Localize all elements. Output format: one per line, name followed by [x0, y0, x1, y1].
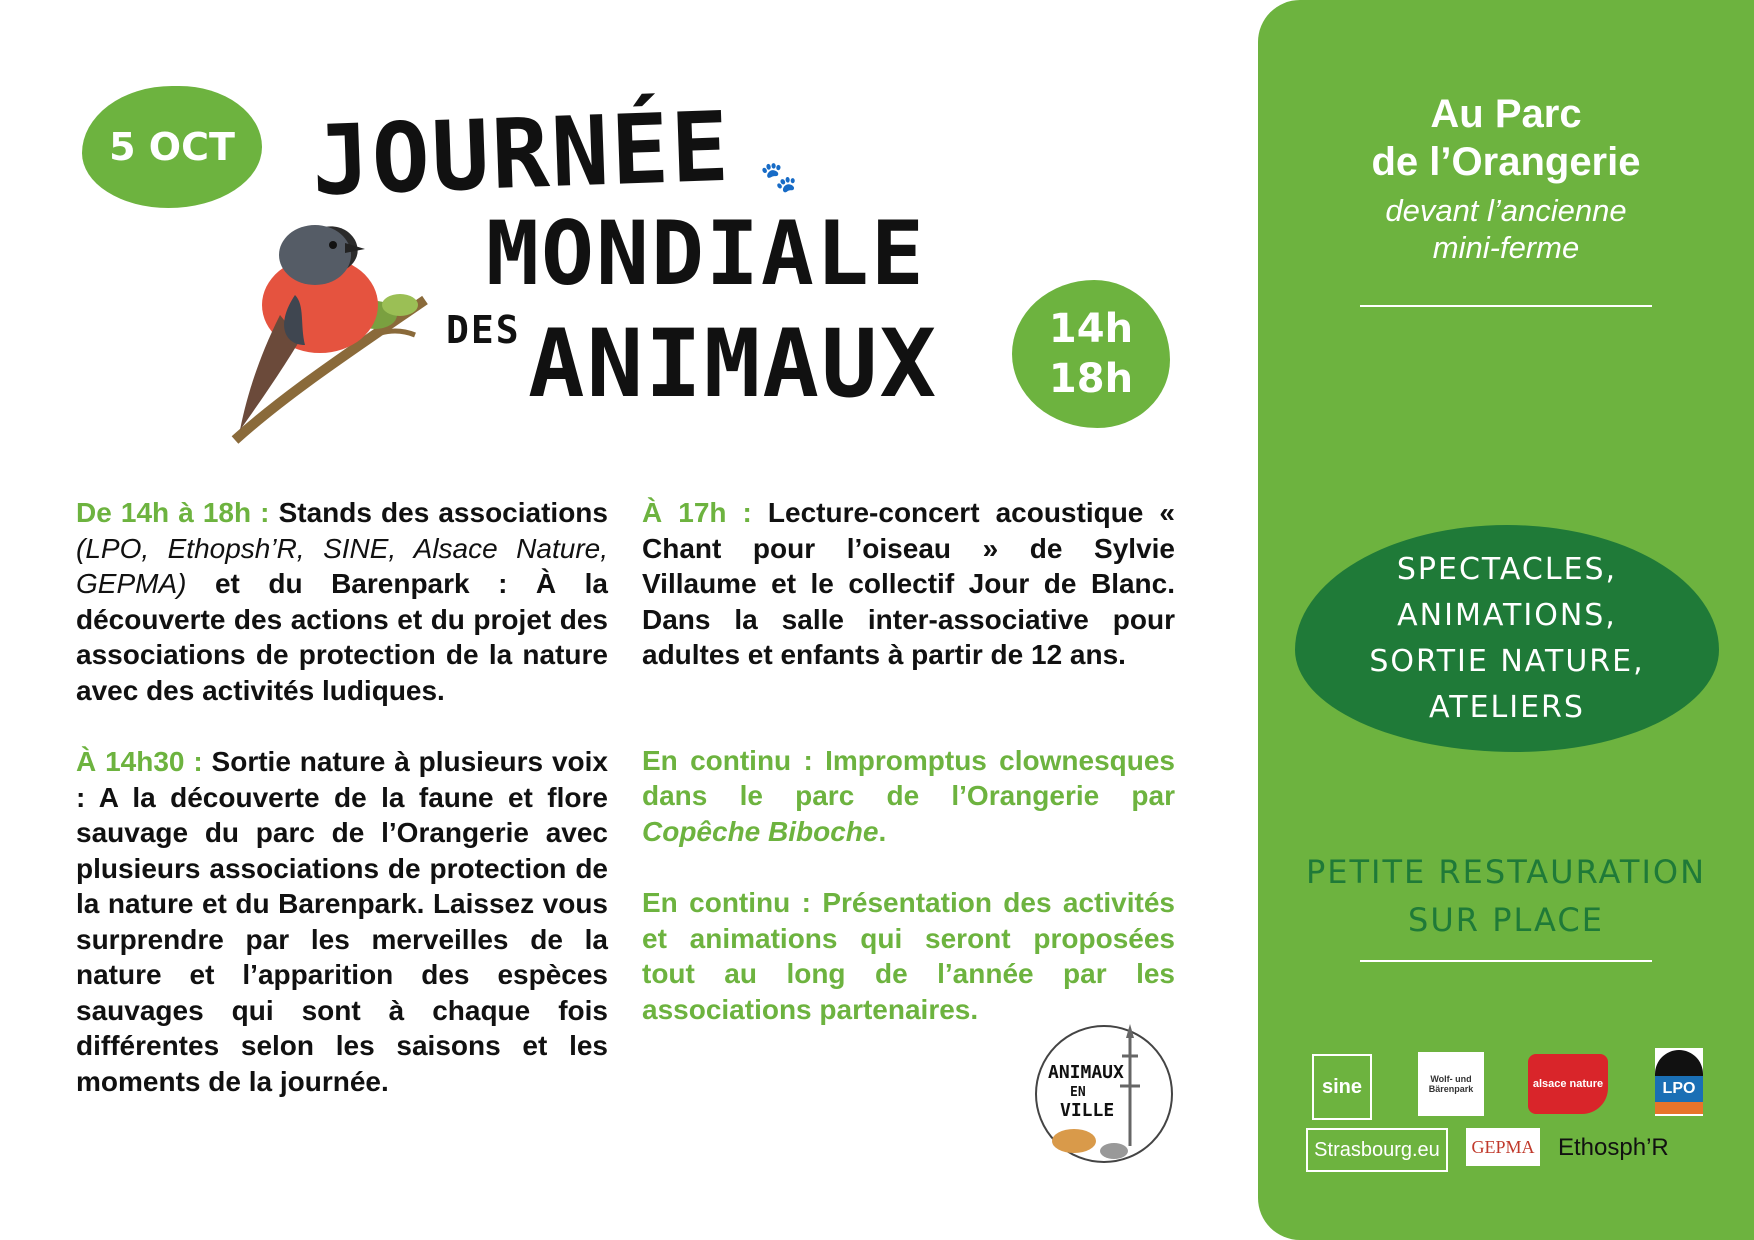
item-text: Présentation des activités et animations qui seront proposées tout au long de l’année par les associations partenaires. [642, 887, 1175, 1025]
strasbourg-logo-text: Strasbourg.eu [1314, 1138, 1440, 1161]
date-badge [82, 86, 262, 208]
wolf-baerenpark-logo [1418, 1052, 1484, 1116]
ethosphr-logo [1558, 1128, 1708, 1168]
program-item-presentation [642, 885, 1175, 1027]
lpo-logo-text: LPO [1655, 1076, 1703, 1102]
item-text: Stands des associations [269, 497, 608, 528]
lpo-bird-icon [1655, 1050, 1703, 1076]
info-panel [1258, 0, 1754, 1240]
item-text: Lecture-concert acoustique « Chant pour l’oiseau » de Sylvie Villaume et le collectif Jour de Blanc. Dans la salle inter-associative pour adultes et enfants à partir de 12 ans. [642, 497, 1175, 670]
program-item-sortie [76, 744, 608, 1099]
time-end: 18h [1048, 356, 1134, 402]
bird-illustration [225, 205, 435, 450]
program-item-clowns [642, 743, 1175, 850]
gepma-logo [1466, 1128, 1540, 1166]
item-time: En continu : [642, 887, 811, 918]
venue-line-2: de l’Orangerie [1371, 140, 1641, 184]
lpo-logo [1655, 1048, 1703, 1116]
stamp-line-1: ANIMAUX [1048, 1062, 1124, 1083]
paw-icon: 🐾 [760, 160, 798, 195]
activities-badge [1295, 525, 1719, 752]
item-text: . [878, 815, 887, 847]
venue-sub-line-1: devant l’ancienne [1385, 193, 1627, 228]
activity-line: SPECTACLES, [1396, 551, 1618, 587]
sine-logo [1312, 1054, 1372, 1120]
venue-subtitle [1258, 192, 1754, 266]
item-text-italic: Copêche Biboche [642, 815, 879, 847]
item-time: À 14h30 : [76, 746, 203, 777]
resto-line-1: PETITE RESTAURATION [1305, 853, 1707, 891]
activity-line: ANIMATIONS, [1397, 597, 1617, 633]
item-time: De 14h à 18h : [76, 497, 270, 528]
venue-line-1: Au Parc [1430, 92, 1582, 136]
item-time: À 17h : [642, 497, 752, 528]
gepma-logo-text: GEPMA [1471, 1136, 1535, 1157]
divider [1360, 960, 1652, 962]
restauration-note [1258, 848, 1754, 944]
item-time: En continu : [642, 744, 813, 776]
stamp-line-3: VILLE [1060, 1100, 1115, 1121]
venue-title [1258, 90, 1754, 186]
item-text: Sortie nature à plusieurs voix : A la découverte de la faune et flore sauvage du parc de l’Orangerie avec plusieurs associations de protection de la nature et du Barenpark. Laissez vous surprendre par les merveilles de la nature et l’apparition des espèces sauvages qui sont à chaque fois différentes selon les saisons et les moments de la journée. [76, 746, 608, 1097]
resto-line-2: SUR PLACE [1408, 901, 1604, 939]
item-text-italic: (LPO, Ethopsh’R, SINE, Alsace Nature, GEPMA) [76, 532, 608, 599]
title-line-2: MONDIALE [486, 202, 926, 305]
venue-sub-line-2: mini-ferme [1432, 230, 1580, 265]
stamp-line-2: EN [1070, 1085, 1086, 1100]
activity-line: SORTIE NATURE, [1369, 643, 1645, 679]
title-line-3: ANIMAUX [528, 310, 939, 419]
time-start: 14h [1048, 306, 1134, 352]
item-text: et du Barenpark : À la découverte des actions et du projet des associations de protection de la nature avec des activités ludiques. [76, 568, 608, 706]
wolf-logo-text: Wolf- und Bärenpark [1428, 1074, 1474, 1094]
strasbourg-logo [1306, 1128, 1448, 1172]
program-left-column [76, 495, 608, 1099]
alsace-logo-text: alsace nature [1532, 1078, 1604, 1090]
animaux-en-ville-stamp [1030, 1016, 1178, 1172]
ethosphr-logo-text: Ethosph’R [1558, 1134, 1669, 1161]
program-item-stands [76, 495, 608, 708]
title-line-1: JOURNÉE [310, 90, 733, 218]
sine-logo-text: sine [1321, 1075, 1363, 1098]
activity-line: ATELIERS [1429, 689, 1585, 725]
title-des: DES [446, 308, 521, 352]
program-item-concert [642, 495, 1175, 673]
divider [1360, 305, 1652, 307]
alsace-nature-logo [1528, 1054, 1608, 1114]
date-text: 5 OCT [109, 125, 235, 169]
time-badge [1012, 280, 1170, 428]
program-mid-column [642, 495, 1175, 1027]
item-text: Impromptus clownesques dans le parc de l’Orangerie par [642, 744, 1175, 811]
